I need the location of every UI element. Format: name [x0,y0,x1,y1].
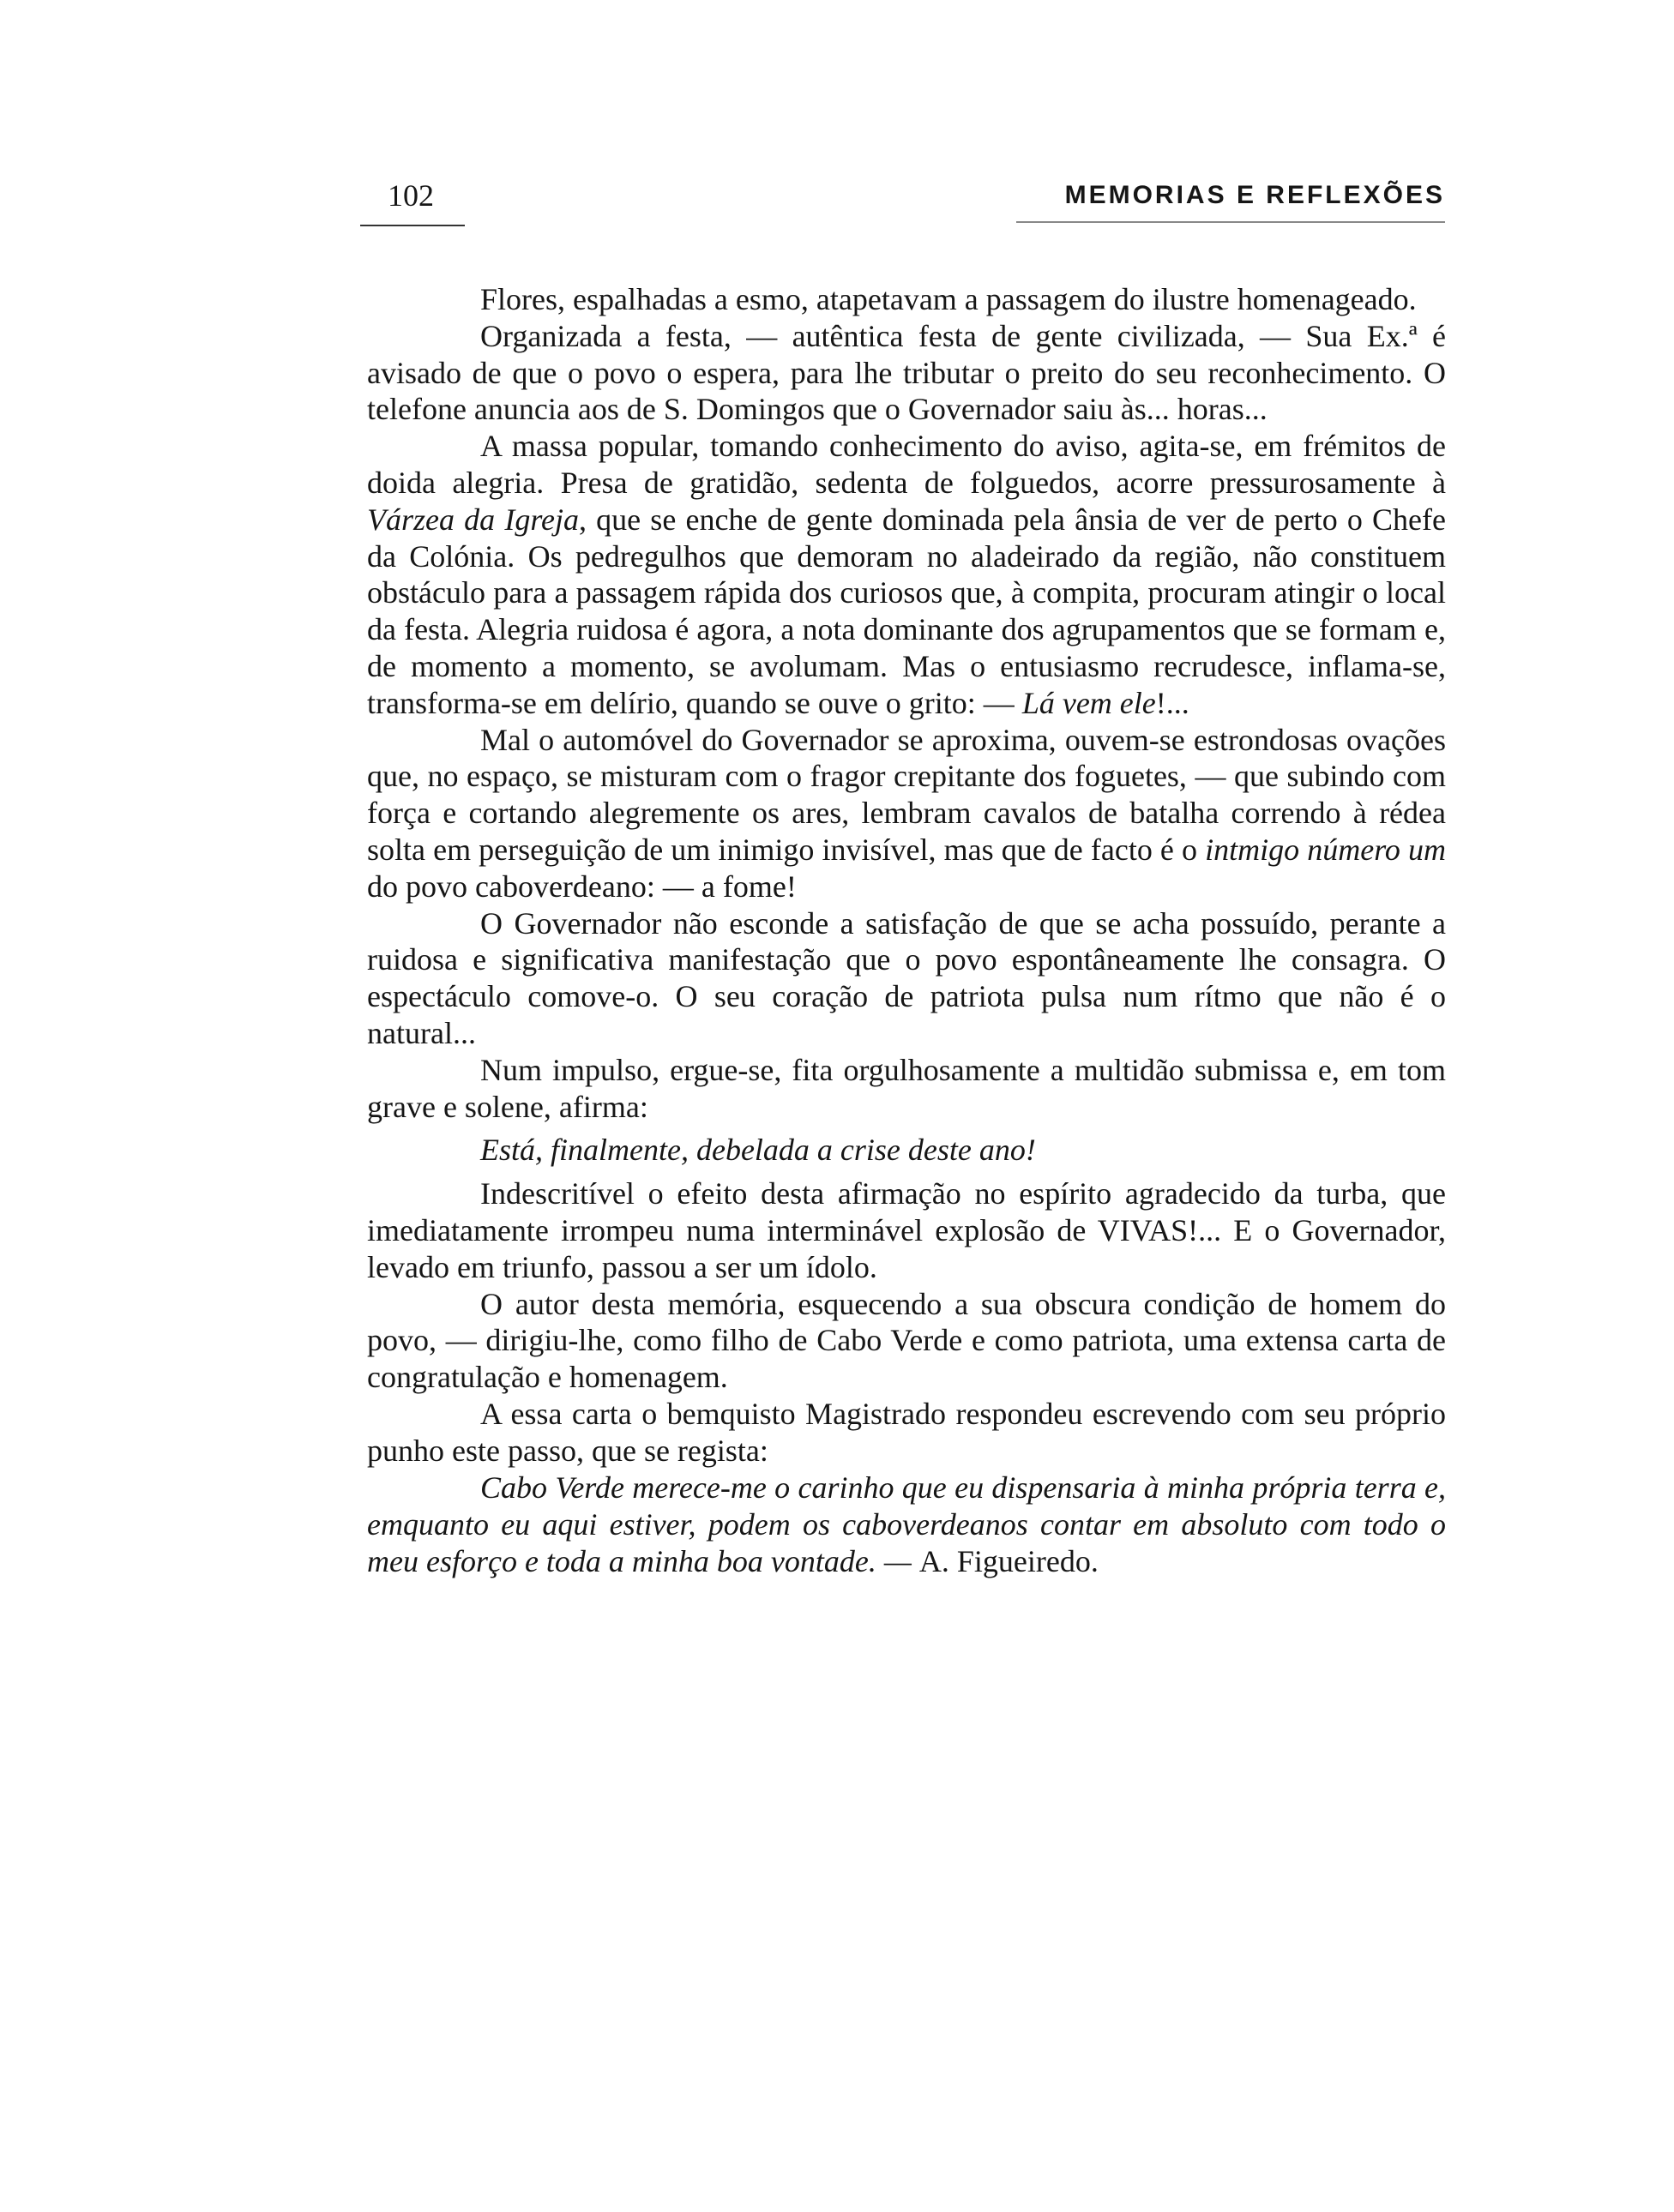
paragraph-carta: A essa carta o bemquisto Magistrado respondeu escrevendo com seu próprio punho este passo, que se regista: [367,1396,1446,1468]
magistrate-quote [367,1470,1446,1580]
crowd-cry: Lá vem ele [1021,685,1156,720]
running-title: MEMORIAS E REFLEXÕES [1064,181,1445,209]
paragraph-massa-popular-part-c: !... [1155,685,1189,720]
header-rule-left [360,225,465,226]
paragraph-flowers: Flores, espalhadas a esmo, atapetavam a passagem do ilustre homenageado. [480,282,1417,316]
paragraph-indescritivel: Indescritível o efeito desta afirmação no espírito agradecido da turba, que imediatamente irrompeu numa interminável explosão de VIVAS!... E o Governador, levado em triunfo, passou a ser um ídolo. [367,1176,1446,1284]
header-rule-right [1016,221,1445,223]
paragraph-automovel [367,722,1446,905]
paragraph-festa: Organizada a festa, — autêntica festa de gente civilizada, — Sua Ex.ª é avisado de que o povo o espera, para lhe tributar o preito do seu reconhecimento. O telefone anuncia aos de S. Domingos que o Governador saiu às... horas... [367,318,1446,427]
paragraph-governador: O Governador não esconde a satisfação de que se acha possuído, perante a ruidosa e significativa manifestação que o povo espontâneamente lhe consagra. O espectáculo comove-o. O seu coração de patriota pulsa num rítmo que não é o natural... [367,905,1446,1050]
body-text [367,281,1446,1580]
paragraph-massa-popular-part-a: A massa popular, tomando conhecimento do aviso, agita-se, em frémitos de doida alegria. Presa de gratidão, sedenta de folguedos, acorre pressurosamente à [367,429,1446,500]
magistrate-quote-text: Cabo Verde merece-me o carinho que eu dispensaria à minha própria terra e, emquanto eu aqui estiver, podem os caboverdeanos contar em absoluto com todo o meu esforço e toda a minha boa vontade. — [367,1470,1446,1578]
paragraph-massa-popular-part-b: , que se enche de gente dominada pela ânsia de ver de perto o Chefe da Colónia. Os pedregulhos que demoram no aladeirado da região, não constituem obstáculo para a passagem rápida dos curiosos que, à compita, procuram atingir o local da festa. Alegria ruidosa é agora, a nota dominante dos agrupamentos que se formam e, de momento a momento, se avolumam. Mas o entusiasmo recrudesce, inflama-se, transforma-se em delírio, quando se ouve o grito: — [367,502,1446,720]
quote-author: A. Figueiredo. [918,1543,1099,1578]
paragraph-massa-popular [367,428,1446,721]
page-number: 102 [388,178,434,213]
enemy-phrase: intmigo número um [1205,832,1447,867]
place-name-varzea: Várzea da Igreja [367,502,579,537]
page-header [360,177,1445,228]
declaration-quote: Está, finalmente, debelada a crise deste ano! [480,1133,1036,1168]
paragraph-automovel-part-b: do povo caboverdeano: — a fome! [367,869,797,904]
paragraph-autor: O autor desta memória, esquecendo a sua obscura condição de homem do povo, — dirigiu-lhe, como filho de Cabo Verde e como patriota, uma extensa carta de congratulação e homenagem. [367,1286,1446,1395]
paragraph-automovel-part-a: Mal o automóvel do Governador se aproxima, ouvem-se estrondosas ovações que, no espaço, se misturam com o fragor crepitante dos foguetes, — que subindo com força e cortando alegremente os ares, lembram cavalos de batalha correndo à rédea solta em perseguição de um inimigo invisível, mas que de facto é o [367,722,1446,867]
paragraph-impulso: Num impulso, ergue-se, fita orgulhosamente a multidão submissa e, em tom grave e solene, afirma: [367,1052,1446,1124]
